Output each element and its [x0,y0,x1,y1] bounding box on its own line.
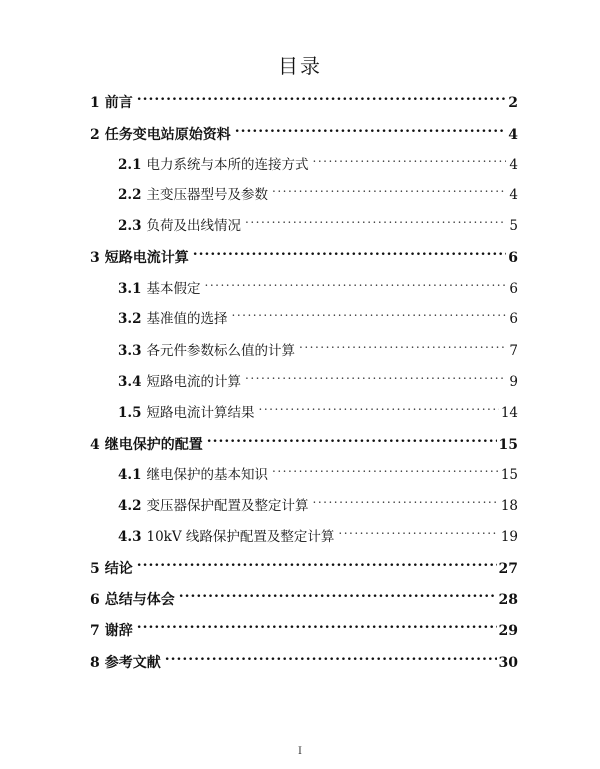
toc-leader-dots [299,333,506,355]
toc-entry-page: 30 [498,655,518,671]
toc-leader-dots [179,582,497,604]
toc-entry-number: 4 [90,437,100,453]
toc-entry-number: 4.1 [118,467,142,483]
toc-leader-dots [137,85,506,107]
toc-leader-dots [313,488,499,510]
toc-entry-number: 6 [90,592,100,608]
toc-entry-number: 3.1 [118,281,142,297]
toc-entry-number: 3.3 [118,343,142,359]
toc-leader-dots [137,551,497,573]
toc-entry-label: 各元件参数标么值的计算 [146,343,295,359]
toc-subentry[interactable] [118,395,518,421]
toc-entry-number: 2.3 [118,218,142,234]
toc-entry-label: 主变压器型号及参数 [146,187,268,203]
toc-entry-number: 3 [90,250,100,266]
toc-leader-dots [313,147,507,169]
toc-entry-page: 6 [509,281,518,297]
toc-subentry[interactable] [118,177,518,203]
toc-leader-dots [272,457,499,479]
toc-entry-label: 变压器保护配置及整定计算 [146,498,309,514]
toc-entry-label: 10kV 线路保护配置及整定计算 [146,529,335,545]
toc-entry-number: 4.3 [118,529,142,545]
toc-entry-page: 14 [500,405,518,421]
toc-entry-label: 继电保护的配置 [104,437,203,453]
toc-entry-page: 7 [509,343,518,359]
toc-entry-label: 短路电流计算结果 [146,405,255,421]
toc-entry[interactable] [90,645,518,671]
toc-title: 目录 [278,54,322,78]
toc-entry-page: 28 [498,592,518,608]
toc-entry-label: 电力系统与本所的连接方式 [146,157,309,173]
toc-leader-dots [272,177,506,199]
toc-entry-page: 15 [498,437,518,453]
toc-subentry[interactable] [118,147,518,173]
toc-entry-label: 继电保护的基本知识 [146,467,268,483]
toc-entry-page: 29 [498,623,518,639]
toc-subentry[interactable] [118,301,518,327]
toc-entry-page: 4 [509,157,518,173]
toc-subentry[interactable] [118,488,518,514]
toc-subentry[interactable] [118,271,518,297]
toc-entry-page: 18 [500,498,518,514]
toc-entry-label: 负荷及出线情况 [146,218,241,234]
toc-entry-page: 5 [509,218,518,234]
toc-subentry[interactable] [118,333,518,359]
toc-entry-page: 4 [509,187,518,203]
toc-entry[interactable] [90,582,518,608]
toc-entry[interactable] [90,240,518,266]
toc-entry-page: 19 [500,529,518,545]
toc-entry-page: 27 [498,561,518,577]
toc-entry-number: 1 [90,95,100,111]
toc-entry-number: 7 [90,623,100,639]
toc-entry[interactable] [90,613,518,639]
toc-entry-page: 6 [508,250,518,266]
toc-entry-label: 谢辞 [104,623,133,639]
toc-entry-label: 结论 [104,561,133,577]
toc-entry-number: 1.5 [118,405,142,421]
toc-entry-label: 总结与体会 [104,592,175,608]
toc-entry-label: 短路电流的计算 [146,374,241,390]
toc-leader-dots [232,301,507,323]
toc-entry[interactable] [90,551,518,577]
toc-entry[interactable] [90,427,518,453]
toc-entry[interactable] [90,85,518,111]
toc-entry-page: 9 [509,374,518,390]
toc-entry-number: 8 [90,655,100,671]
toc-entry-number: 5 [90,561,100,577]
toc-leader-dots [207,427,497,449]
toc-leader-dots [165,645,497,667]
toc-entry-number: 2 [90,127,100,143]
toc-entry-label: 前言 [104,95,133,111]
toc-entry-label: 参考文献 [104,655,161,671]
toc-entry-page: 6 [509,311,518,327]
toc-leader-dots [137,613,497,635]
toc-entry-number: 2.2 [118,187,142,203]
toc-entry-page: 15 [500,467,518,483]
toc-entry-page: 2 [508,95,518,111]
toc-leader-dots [245,208,506,230]
toc-entry-number: 3.4 [118,374,142,390]
toc-leader-dots [235,117,506,139]
toc-leader-dots [193,240,506,262]
toc-entry-number: 3.2 [118,311,142,327]
toc-leader-dots [245,364,506,386]
toc-subentry[interactable] [118,208,518,234]
toc-leader-dots [205,271,507,293]
toc-entry-label: 任务变电站原始资料 [104,127,231,143]
toc-entry-number: 2.1 [118,157,142,173]
toc-entry-number: 4.2 [118,498,142,514]
toc-subentry[interactable] [118,519,518,545]
toc-entry[interactable] [90,117,518,143]
toc-entry-label: 短路电流计算 [104,250,189,266]
toc-subentry[interactable] [118,364,518,390]
toc-entry-label: 基准值的选择 [146,311,228,327]
toc-entry-label: 基本假定 [146,281,201,297]
toc-subentry[interactable] [118,457,518,483]
toc-leader-dots [259,395,499,417]
toc-leader-dots [338,519,498,541]
toc-entry-page: 4 [508,127,518,143]
page-number: I [298,746,302,757]
